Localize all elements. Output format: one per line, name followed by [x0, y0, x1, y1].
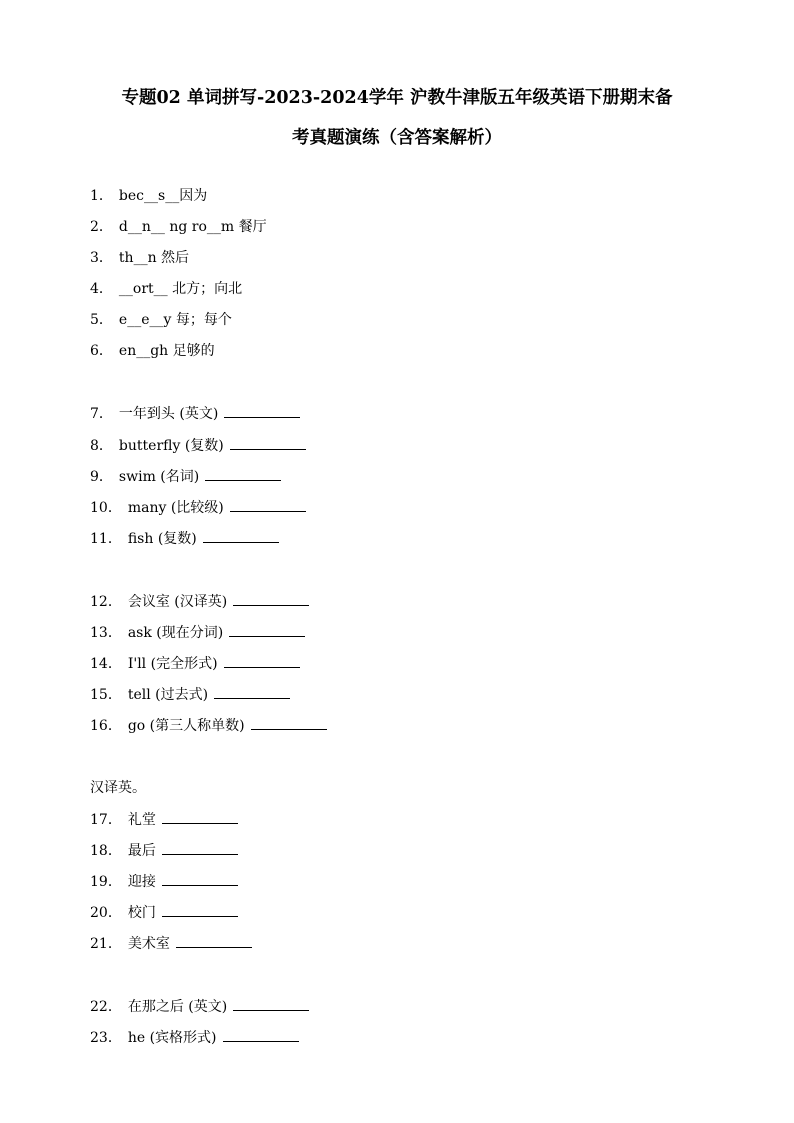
question-number: 12． [90, 594, 122, 610]
question-text: bec__s__因为 [118, 188, 208, 204]
question-number: 4． [90, 281, 113, 297]
question-text: e__e__y 每；每个 [118, 312, 232, 328]
answer-blank[interactable] [223, 1027, 299, 1042]
question-12 [90, 591, 309, 612]
question-number: 21． [90, 936, 122, 952]
question-number: 7． [90, 406, 113, 422]
question-number: 11． [90, 531, 122, 547]
question-11 [90, 528, 279, 549]
question-17 [90, 809, 238, 830]
question-text: swim (名词) [118, 469, 200, 485]
question-text: go (第三人称单数) [127, 718, 245, 734]
question-number: 17． [90, 812, 122, 828]
question-1 [90, 186, 207, 206]
question-19 [90, 871, 238, 892]
answer-blank[interactable] [162, 902, 238, 917]
question-text: 美术室 [127, 936, 170, 952]
answer-blank[interactable] [233, 591, 309, 606]
document-title-line2: 考真题演练（含答案解析） [292, 128, 502, 148]
question-6 [90, 341, 215, 361]
question-number: 14． [90, 656, 122, 672]
question-number: 2． [90, 219, 113, 235]
question-15 [90, 684, 290, 705]
answer-blank[interactable] [176, 933, 252, 948]
answer-blank[interactable] [205, 466, 281, 481]
question-3 [90, 248, 189, 268]
answer-blank[interactable] [162, 871, 238, 886]
question-14 [90, 653, 300, 674]
question-number: 5． [90, 312, 113, 328]
question-text: 会议室 (汉译英) [127, 594, 228, 610]
question-20 [90, 902, 238, 923]
question-number: 16． [90, 718, 122, 734]
question-4 [90, 279, 242, 299]
question-number: 23． [90, 1030, 122, 1046]
question-23 [90, 1027, 299, 1048]
question-16 [90, 715, 327, 736]
answer-blank[interactable] [230, 497, 306, 512]
question-number: 15． [90, 687, 122, 703]
question-text: fish (复数) [127, 531, 197, 547]
question-number: 10． [90, 500, 122, 516]
question-22 [90, 996, 309, 1017]
question-text: d__n__ ng ro__m 餐厅 [118, 219, 267, 235]
question-21 [90, 933, 252, 954]
question-number: 6． [90, 343, 113, 359]
question-number: 18． [90, 843, 122, 859]
question-text: 在那之后 (英文) [127, 999, 228, 1015]
question-7 [90, 403, 300, 424]
answer-blank[interactable] [162, 840, 238, 855]
question-text: 迎接 [127, 874, 156, 890]
question-text: th__n 然后 [118, 250, 190, 266]
answer-blank[interactable] [233, 996, 309, 1011]
question-number: 9． [90, 469, 113, 485]
answer-blank[interactable] [224, 403, 300, 418]
question-8 [90, 435, 306, 456]
question-text: 校门 [127, 905, 156, 921]
question-text: __ort__ 北方；向北 [118, 281, 243, 297]
question-text: en__gh 足够的 [118, 343, 215, 359]
question-number: 22． [90, 999, 122, 1015]
question-text: I'll (完全形式) [127, 656, 218, 672]
question-2 [90, 217, 267, 237]
question-number: 13． [90, 625, 122, 641]
answer-blank[interactable] [162, 809, 238, 824]
question-13 [90, 622, 305, 643]
question-9 [90, 466, 281, 487]
question-text: ask (现在分词) [127, 625, 224, 641]
answer-blank[interactable] [229, 622, 305, 637]
question-text: tell (过去式) [127, 687, 209, 703]
question-5 [90, 310, 232, 330]
question-text: 最后 [127, 843, 156, 859]
question-10 [90, 497, 306, 518]
answer-blank[interactable] [224, 653, 300, 668]
question-text: many (比较级) [127, 500, 224, 516]
answer-blank[interactable] [230, 435, 306, 450]
question-text: 礼堂 [127, 812, 156, 828]
question-number: 20． [90, 905, 122, 921]
question-text: 一年到头 (英文) [118, 406, 219, 422]
answer-blank[interactable] [251, 715, 327, 730]
question-18 [90, 840, 238, 861]
question-number: 19． [90, 874, 122, 890]
question-text: butterfly (复数) [118, 438, 224, 454]
document-title-line1: 专题02 单词拼写-2023-2024学年 沪教牛津版五年级英语下册期末备 [121, 88, 673, 108]
question-number: 3． [90, 250, 113, 266]
section-label-translate: 汉译英。 [90, 780, 146, 796]
answer-blank[interactable] [214, 684, 290, 699]
question-number: 8． [90, 438, 113, 454]
answer-blank[interactable] [203, 528, 279, 543]
question-text: he (宾格形式) [127, 1030, 217, 1046]
question-number: 1． [90, 188, 113, 204]
